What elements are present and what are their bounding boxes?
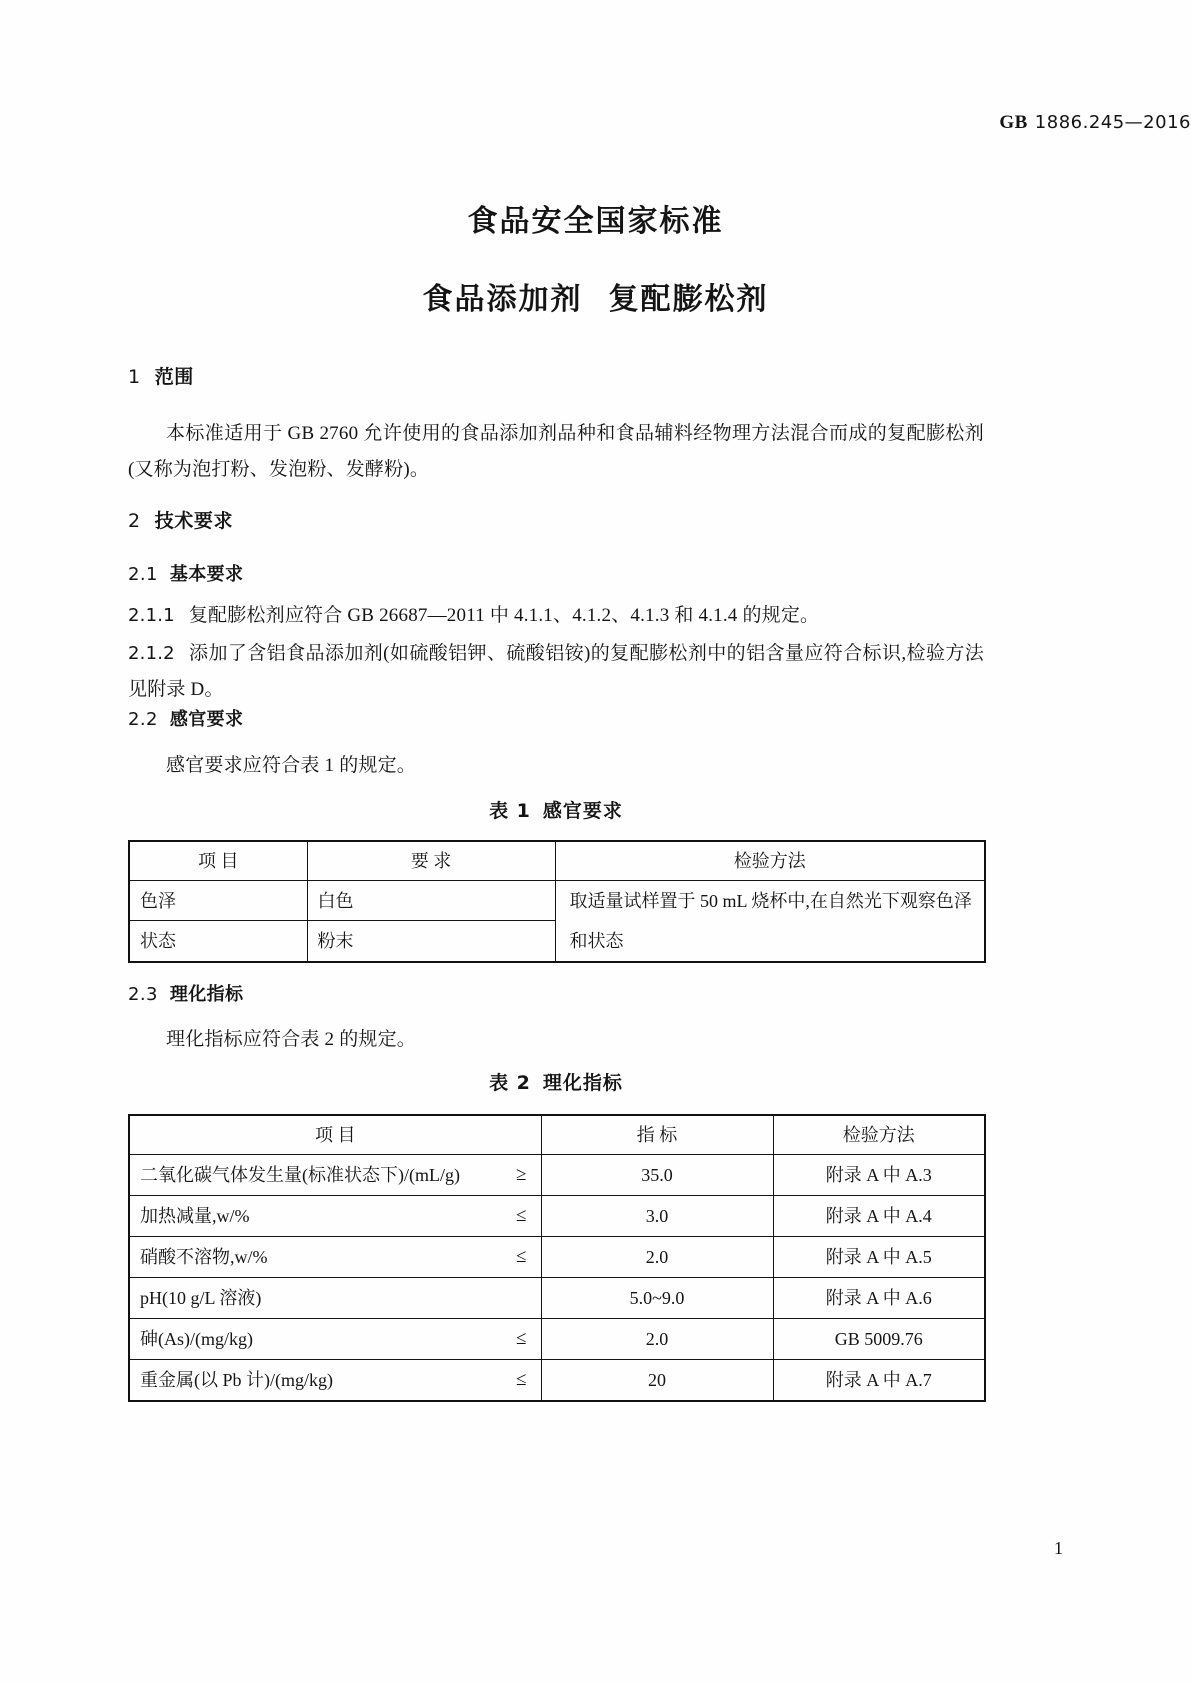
table-2-col-index: 指 标 <box>541 1115 773 1155</box>
section-2-2-heading <box>128 705 984 731</box>
section-2-heading <box>128 506 984 533</box>
physicochemical-indicators-table <box>128 1114 986 1402</box>
table-2-r1-item <box>129 1196 541 1237</box>
subtitle-part-2: 复配膨松剂 <box>608 282 769 317</box>
table-1-header-row <box>129 841 985 881</box>
table-2-r2-relation: ≤ <box>516 1246 527 1267</box>
table-2-r4-item <box>129 1319 541 1360</box>
table-2-header-row <box>129 1115 985 1155</box>
table-2-r4-index: 2.0 <box>541 1319 773 1360</box>
table-2-r5-method: 附录 A 中 A.7 <box>773 1360 985 1402</box>
table-2-r3-item <box>129 1278 541 1319</box>
section-1-title: 范围 <box>154 366 194 388</box>
table-2-r1-item-text: 加热减量,w/% <box>140 1206 250 1226</box>
section-1-number: 1 <box>128 366 141 388</box>
clause-2-1-1-number: 2.1.1 <box>128 605 175 626</box>
table-1-r1-requirement: 粉末 <box>307 921 555 962</box>
section-2-3-number: 2.3 <box>128 984 158 1005</box>
table-1-col-requirement: 要 求 <box>307 841 555 881</box>
table-1-title: 感官要求 <box>542 800 623 822</box>
clause-2-1-1 <box>128 598 984 634</box>
standard-mark: GB <box>999 112 1028 133</box>
table-1-r0-item: 色泽 <box>129 881 307 921</box>
section-2-title: 技术要求 <box>154 510 234 532</box>
table-2-r3-index: 5.0~9.0 <box>541 1278 773 1319</box>
section-1-heading <box>128 362 984 389</box>
table-2-r5-index: 20 <box>541 1360 773 1402</box>
table-2-r4-item-text: 砷(As)/(mg/kg) <box>140 1329 253 1349</box>
section-2-3-title: 理化指标 <box>169 984 244 1005</box>
table-1-col-method: 检验方法 <box>555 841 985 881</box>
table-1-caption <box>128 796 984 823</box>
table-row <box>129 1155 985 1196</box>
table-2-r4-method: GB 5009.76 <box>773 1319 985 1360</box>
table-2-r2-item-text: 硝酸不溶物,w/% <box>140 1247 268 1267</box>
table-row <box>129 1319 985 1360</box>
section-1-body <box>128 416 984 488</box>
section-2-1-title: 基本要求 <box>169 564 244 585</box>
page-title: 食品安全国家标准 <box>467 204 724 239</box>
table-1-method-cell: 取适量试样置于 50 mL 烧杯中,在自然光下观察色泽和状态 <box>555 881 985 963</box>
section-2-1-number: 2.1 <box>128 564 158 585</box>
section-2-2-number: 2.2 <box>128 709 158 730</box>
table-2-r1-index: 3.0 <box>541 1196 773 1237</box>
clause-2-1-2 <box>128 636 984 708</box>
table-2-label: 表 2 <box>489 1072 531 1094</box>
table-2-r2-method: 附录 A 中 A.5 <box>773 1237 985 1278</box>
clause-2-1-2-number: 2.1.2 <box>128 643 175 664</box>
table-2-r0-index: 35.0 <box>541 1155 773 1196</box>
table-1-container <box>128 840 984 963</box>
subtitle-part-1: 食品添加剂 <box>422 282 583 317</box>
physicochemical-paragraph: 理化指标应符合表 2 的规定。 <box>166 1029 417 1050</box>
page-subtitle <box>0 274 1191 318</box>
table-2-r3-method: 附录 A 中 A.6 <box>773 1278 985 1319</box>
document-header <box>0 112 1191 134</box>
section-2-number: 2 <box>128 510 141 532</box>
table-2-r0-item-text: 二氧化碳气体发生量(标准状态下)/(mL/g) <box>140 1165 460 1185</box>
sensory-paragraph: 感官要求应符合表 1 的规定。 <box>166 755 417 776</box>
table-2-r4-relation: ≤ <box>516 1328 527 1349</box>
table-2-r5-item <box>129 1360 541 1402</box>
table-2-r5-relation: ≤ <box>516 1369 527 1390</box>
table-2-col-method: 检验方法 <box>773 1115 985 1155</box>
table-row <box>129 1196 985 1237</box>
scope-paragraph: 本标准适用于 GB 2760 允许使用的食品添加剂品种和食品辅料经物理方法混合而成的复配膨松剂(又称为泡打粉、发泡粉、发酵粉)。 <box>128 423 984 480</box>
table-1-label: 表 1 <box>489 800 531 822</box>
table-2-r0-method: 附录 A 中 A.3 <box>773 1155 985 1196</box>
table-2-container <box>128 1114 984 1402</box>
section-2-3-heading <box>128 980 984 1006</box>
table-2-title: 理化指标 <box>542 1072 623 1094</box>
clause-2-1-2-text: 添加了含铝食品添加剂(如硫酸铝钾、硫酸铝铵)的复配膨松剂中的铝含量应符合标识,检验方法见附录 D。 <box>128 643 984 700</box>
page-number: 1 <box>1054 1538 1063 1558</box>
section-2-1-heading <box>128 560 984 586</box>
table-2-r2-item <box>129 1237 541 1278</box>
table-1-r1-item: 状态 <box>129 921 307 962</box>
table-2-r1-relation: ≤ <box>516 1205 527 1226</box>
sensory-requirements-table <box>128 840 986 963</box>
table-1-col-item: 项 目 <box>129 841 307 881</box>
clause-2-1-1-text: 复配膨松剂应符合 GB 26687—2011 中 4.1.1、4.1.2、4.1.3 和 4.1.4 的规定。 <box>188 605 820 626</box>
table-2-r2-index: 2.0 <box>541 1237 773 1278</box>
standard-number: 1886.245—2016 <box>1034 112 1191 133</box>
table-row <box>129 1237 985 1278</box>
section-2-2-title: 感官要求 <box>169 709 244 730</box>
table-row <box>129 1278 985 1319</box>
clause-2-1-2-line <box>128 636 984 708</box>
table-2-r0-item <box>129 1155 541 1196</box>
table-row <box>129 881 985 921</box>
section-2-3-body <box>128 1022 984 1058</box>
title-block <box>0 196 1191 318</box>
table-2-r0-relation: ≥ <box>516 1164 527 1185</box>
clause-2-1-1-line <box>128 598 984 634</box>
table-2-r5-item-text: 重金属(以 Pb 计)/(mg/kg) <box>140 1370 333 1390</box>
table-2-col-item: 项 目 <box>129 1115 541 1155</box>
table-2-r1-method: 附录 A 中 A.4 <box>773 1196 985 1237</box>
table-row <box>129 1360 985 1402</box>
table-1-r0-requirement: 白色 <box>307 881 555 921</box>
section-2-2-body <box>128 748 984 784</box>
table-2-r3-item-text: pH(10 g/L 溶液) <box>140 1288 262 1308</box>
table-2-caption <box>128 1068 984 1095</box>
